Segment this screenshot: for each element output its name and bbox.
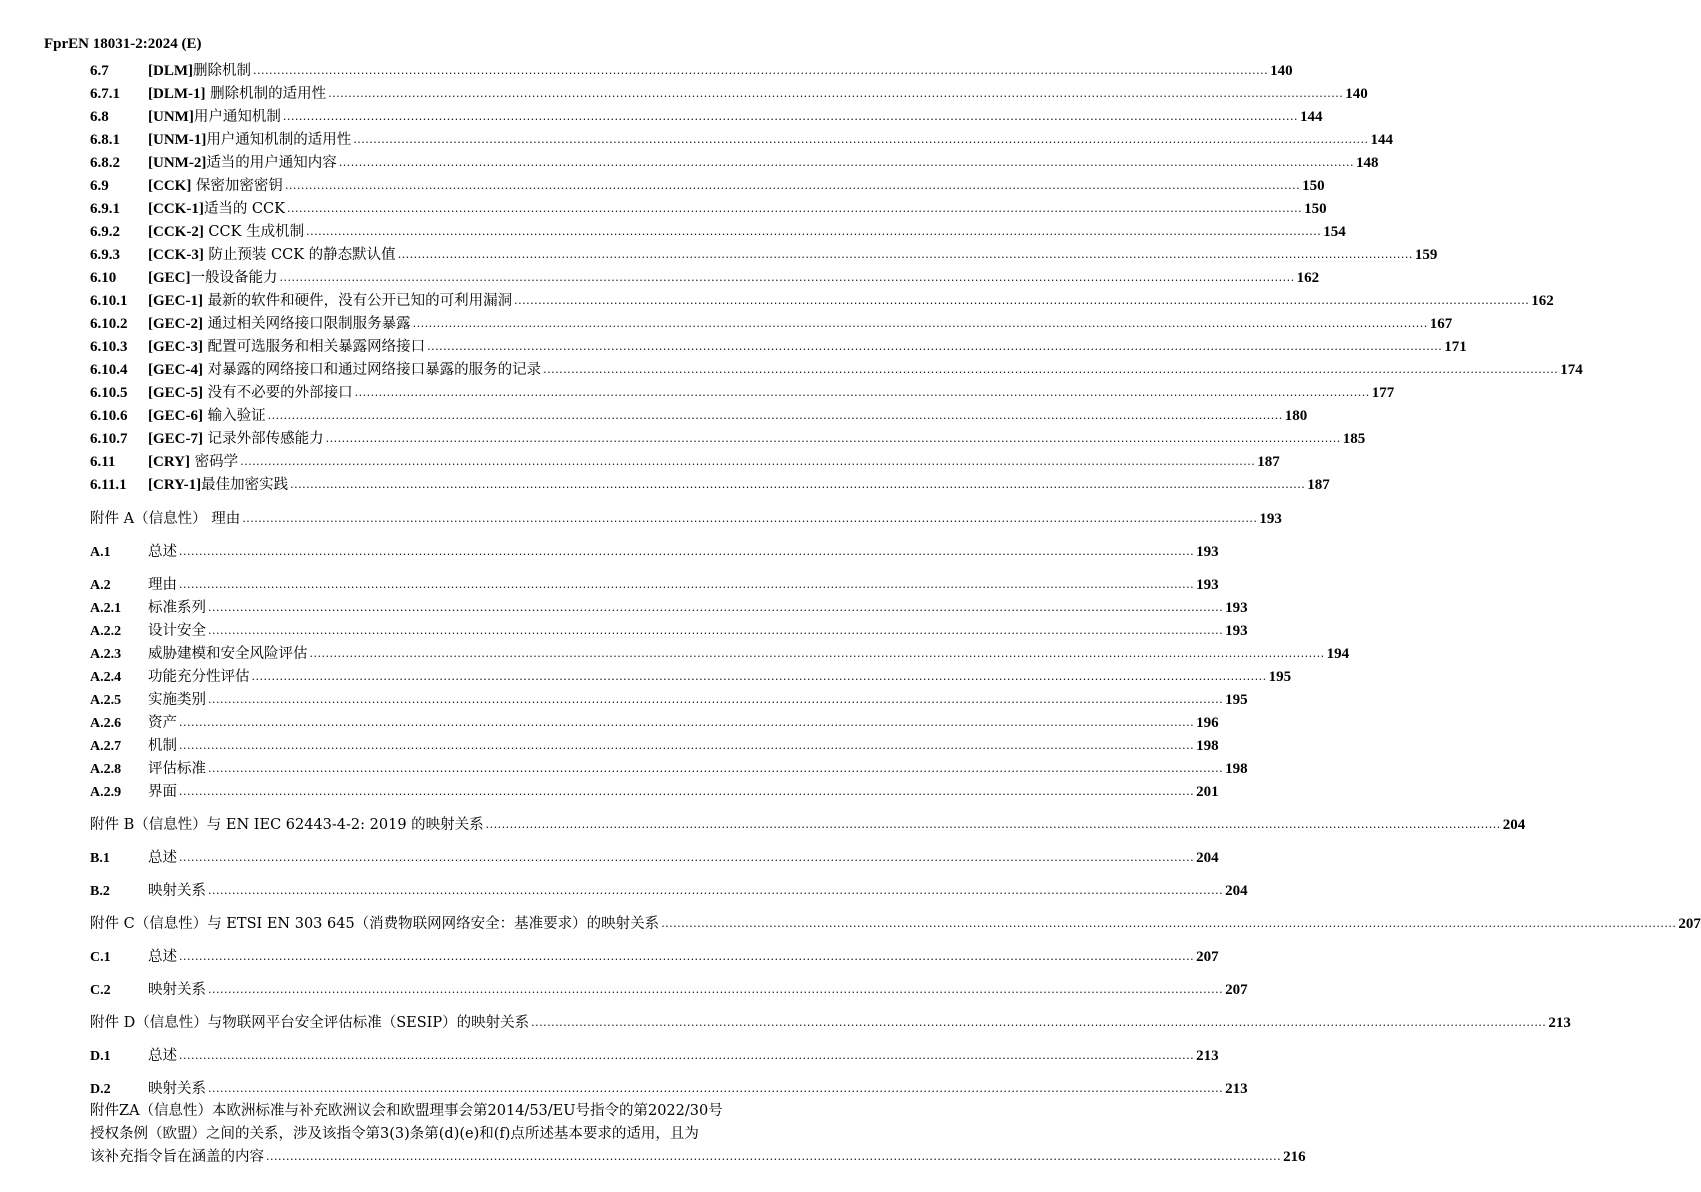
toc-entry[interactable]: [90, 666, 1292, 688]
leader-dots: [661, 913, 1676, 935]
entry-number: C.1: [90, 950, 111, 965]
toc-entry[interactable]: [90, 267, 1320, 289]
leader-dots: [326, 428, 1341, 450]
entry-number: 6.11.1: [90, 477, 127, 493]
leader-dots: [242, 508, 1257, 530]
annex-za-line-3-text: 该补充指令旨在涵盖的内容: [90, 1149, 264, 1165]
entry-number: C.2: [90, 983, 111, 998]
entry-page: 159: [1414, 247, 1438, 263]
leader-dots: [280, 267, 1295, 289]
entry-title: [GEC-1] 最新的软件和硬件，没有公开已知的可利用漏洞: [148, 293, 513, 309]
leader-dots: [179, 541, 1194, 563]
entry-number: A.2.4: [90, 670, 122, 685]
leader-dots: [427, 336, 1442, 358]
entry-title: [UNM-2]适当的用户通知内容: [148, 155, 337, 171]
entry-page: 193: [1196, 544, 1219, 560]
entry-title: 映射关系: [148, 982, 206, 998]
entry-page: 196: [1196, 715, 1219, 731]
entry-page: 162: [1531, 293, 1554, 309]
annex-title: 附件 A（信息性） 理由: [90, 511, 241, 527]
toc-entry[interactable]: [90, 244, 1438, 266]
annex-title: 附件 D（信息性）与物联网平台安全评估标准（SESIP）的映射关系: [90, 1015, 530, 1031]
toc-annex-b[interactable]: [90, 814, 1526, 836]
toc-entry[interactable]: [90, 175, 1325, 197]
entry-title: 总述: [148, 949, 177, 965]
entry-number: 6.10.1: [90, 293, 128, 309]
entry-number: 6.9.1: [90, 201, 120, 217]
leader-dots: [179, 712, 1194, 734]
entry-page: 144: [1370, 132, 1393, 148]
entry-number: 6.9: [90, 178, 109, 194]
entry-page: 193: [1196, 577, 1219, 593]
entry-number: 6.10.4: [90, 362, 128, 378]
annex-page: 207: [1678, 916, 1701, 932]
toc-entry[interactable]: [90, 643, 1350, 665]
leader-dots: [353, 129, 1368, 151]
leader-dots: [328, 83, 1343, 105]
leader-dots: [208, 620, 1223, 642]
entry-title: [UNM]用户通知机制: [148, 109, 281, 125]
leader-dots: [339, 152, 1354, 174]
annex-za-line-2: 授权条例（欧盟）之间的关系，涉及该指令第3(3)条第(d)(e)和(f)点所述基本要求的适用，且为: [90, 1126, 699, 1142]
toc-entry[interactable]: [90, 474, 1330, 496]
leader-dots: [306, 221, 1321, 243]
leader-dots: [310, 643, 1325, 665]
entry-page: 171: [1444, 339, 1467, 355]
annex-za-line-1: 附件ZA（信息性）本欧洲标准与补充欧洲议会和欧盟理事会第2014/53/EU号指令的第2022/30号: [90, 1103, 723, 1119]
leader-dots: [268, 405, 1283, 427]
leader-dots: [287, 198, 1302, 220]
entry-page: 207: [1196, 949, 1219, 965]
entry-title: [GEC-5] 没有不必要的外部接口: [148, 385, 353, 401]
leader-dots: [208, 979, 1223, 1001]
toc-annex-d[interactable]: [90, 1012, 1571, 1034]
entry-page: 167: [1429, 316, 1453, 332]
entry-number: A.1: [90, 545, 111, 560]
entry-page: 213: [1225, 1081, 1248, 1097]
annex-page: 216: [1283, 1149, 1306, 1165]
toc-entry[interactable]: [90, 290, 1554, 312]
entry-page: 204: [1225, 883, 1248, 899]
entry-number: 6.8.1: [90, 132, 120, 148]
leader-dots: [208, 597, 1223, 619]
entry-page: 162: [1296, 270, 1320, 286]
toc-entry[interactable]: [90, 574, 1219, 596]
toc-entry[interactable]: [90, 336, 1467, 358]
leader-dots: [543, 359, 1558, 381]
entry-page: 207: [1225, 982, 1248, 998]
leader-dots: [514, 290, 1529, 312]
entry-number: A.2.8: [90, 762, 122, 777]
entry-page: 140: [1345, 86, 1368, 102]
entry-title: 威胁建模和安全风险评估: [148, 646, 308, 662]
entry-title: 标准系列: [148, 600, 206, 616]
toc-annex-za[interactable]: [90, 1100, 1306, 1169]
entry-number: 6.10.3: [90, 339, 128, 355]
entry-number: 6.10.5: [90, 385, 128, 401]
entry-page: 174: [1560, 362, 1583, 378]
entry-title: 总述: [148, 544, 177, 560]
leader-dots: [290, 474, 1305, 496]
entry-title: 实施类别: [148, 692, 206, 708]
entry-title: [GEC-4] 对暴露的网络接口和通过网络接口暴露的服务的记录: [148, 362, 542, 378]
toc-entry[interactable]: [90, 979, 1248, 1001]
entry-title: [CCK] 保密加密密钥: [148, 178, 283, 194]
entry-title: [GEC-7] 记录外部传感能力: [148, 431, 324, 447]
entry-page: 194: [1326, 646, 1350, 662]
entry-title: [GEC]一般设备能力: [148, 270, 278, 286]
entry-number: 6.9.2: [90, 224, 120, 240]
entry-number: A.2.5: [90, 693, 122, 708]
entry-page: 140: [1270, 63, 1293, 79]
entry-title: 机制: [148, 738, 177, 754]
entry-number: A.2.1: [90, 601, 122, 616]
entry-title: [DLM-1] 删除机制的适用性: [148, 86, 327, 102]
toc-entry[interactable]: [90, 781, 1219, 803]
entry-number: 6.10.2: [90, 316, 128, 332]
leader-dots: [179, 847, 1194, 869]
toc-entry[interactable]: [90, 620, 1248, 642]
toc-entry[interactable]: [90, 597, 1248, 619]
entry-title: 理由: [148, 577, 177, 593]
entry-page: 201: [1196, 784, 1219, 800]
annex-title: 附件 B（信息性）与 EN IEC 62443-4-2: 2019 的映射关系: [90, 817, 484, 833]
toc-entry[interactable]: [90, 1045, 1219, 1067]
leader-dots: [285, 175, 1300, 197]
entry-number: D.1: [90, 1049, 111, 1064]
entry-title: 总述: [148, 850, 177, 866]
entry-number: 6.10.6: [90, 408, 128, 424]
entry-page: 198: [1196, 738, 1219, 754]
toc-annex-a[interactable]: [90, 508, 1282, 530]
leader-dots: [208, 1078, 1223, 1100]
leader-dots: [266, 1145, 1281, 1168]
leader-dots: [179, 735, 1194, 757]
entry-number: 6.9.3: [90, 247, 120, 263]
toc-entry[interactable]: [90, 1078, 1248, 1100]
entry-title: [GEC-3] 配置可选服务和相关暴露网络接口: [148, 339, 426, 355]
leader-dots: [486, 814, 1501, 836]
entry-number: A.2: [90, 578, 111, 593]
entry-title: [GEC-2] 通过相关网络接口限制服务暴露: [148, 316, 411, 332]
leader-dots: [208, 689, 1223, 711]
entry-page: 144: [1299, 109, 1323, 125]
entry-title: [DLM]删除机制: [148, 63, 251, 79]
toc-entry[interactable]: [90, 451, 1280, 473]
entry-title: [CCK-1]适当的 CCK: [148, 201, 285, 217]
toc-entry[interactable]: [90, 129, 1393, 151]
leader-dots: [252, 666, 1267, 688]
entry-number: A.2.7: [90, 739, 122, 754]
leader-dots: [208, 758, 1223, 780]
entry-number: 6.11: [90, 454, 116, 470]
entry-title: [UNM-1]用户通知机制的适用性: [148, 132, 352, 148]
toc-entry[interactable]: [90, 758, 1248, 780]
entry-page: 154: [1323, 224, 1346, 240]
leader-dots: [253, 60, 1268, 82]
entry-title: 设计安全: [148, 623, 206, 639]
entry-title: [CRY] 密码学: [148, 454, 239, 470]
toc-entry[interactable]: [90, 198, 1327, 220]
document-header: FprEN 18031-2:2024 (E): [44, 36, 202, 52]
entry-number: A.2.3: [90, 647, 122, 662]
toc-entry[interactable]: [90, 689, 1248, 711]
entry-number: 6.10.7: [90, 431, 128, 447]
toc-annex-c[interactable]: [90, 913, 1701, 935]
toc-entry[interactable]: [90, 880, 1248, 902]
entry-number: A.2.9: [90, 785, 122, 800]
leader-dots: [179, 781, 1194, 803]
entry-number: 6.10: [90, 270, 117, 286]
toc-entry[interactable]: [90, 359, 1583, 381]
entry-title: [CRY-1]最佳加密实践: [148, 477, 289, 493]
entry-page: 193: [1225, 600, 1248, 616]
leader-dots: [283, 106, 1298, 128]
toc-entry[interactable]: [90, 313, 1453, 335]
toc-entry[interactable]: [90, 83, 1368, 105]
annex-title: 附件 C（信息性）与 ETSI EN 303 645（消费物联网网络安全：基准要求）的映射关系: [90, 916, 660, 932]
entry-page: 177: [1371, 385, 1395, 401]
entry-title: 资产: [148, 715, 177, 731]
entry-page: 187: [1257, 454, 1280, 470]
entry-page: 185: [1342, 431, 1366, 447]
toc-entry[interactable]: [90, 382, 1395, 404]
entry-page: 150: [1302, 178, 1325, 194]
leader-dots: [531, 1012, 1546, 1034]
entry-title: 界面: [148, 784, 177, 800]
entry-number: B.2: [90, 884, 110, 899]
entry-page: 150: [1304, 201, 1327, 217]
toc-entry[interactable]: [90, 221, 1346, 243]
toc-entry[interactable]: [90, 60, 1293, 82]
entry-number: D.2: [90, 1082, 111, 1097]
leader-dots: [413, 313, 1428, 335]
toc-entry[interactable]: [90, 405, 1308, 427]
annex-page: 204: [1502, 817, 1526, 833]
entry-number: B.1: [90, 851, 110, 866]
leader-dots: [355, 382, 1370, 404]
entry-title: [CCK-3] 防止预装 CCK 的静态默认值: [148, 247, 396, 263]
leader-dots: [179, 1045, 1194, 1067]
leader-dots: [179, 574, 1194, 596]
entry-number: 6.8: [90, 109, 109, 125]
entry-number: 6.7: [90, 63, 109, 79]
entry-title: 评估标准: [148, 761, 206, 777]
entry-page: 148: [1355, 155, 1379, 171]
entry-title: [CCK-2] CCK 生成机制: [148, 224, 305, 240]
toc-entry[interactable]: [90, 106, 1323, 128]
entry-number: 6.7.1: [90, 86, 120, 102]
entry-page: 198: [1225, 761, 1248, 777]
entry-title: 映射关系: [148, 883, 206, 899]
toc-entry[interactable]: [90, 847, 1219, 869]
entry-page: 213: [1196, 1048, 1219, 1064]
leader-dots: [398, 244, 1413, 266]
entry-number: 6.8.2: [90, 155, 120, 171]
toc-entry[interactable]: [90, 946, 1219, 968]
toc-entry[interactable]: [90, 541, 1219, 563]
entry-page: 193: [1225, 623, 1248, 639]
annex-page: 213: [1548, 1015, 1571, 1031]
toc-entry[interactable]: [90, 152, 1379, 174]
entry-page: 195: [1225, 692, 1248, 708]
entry-title: 功能充分性评估: [148, 669, 250, 685]
entry-page: 204: [1196, 850, 1219, 866]
leader-dots: [240, 451, 1255, 473]
entry-page: 187: [1307, 477, 1330, 493]
leader-dots: [208, 880, 1223, 902]
entry-number: A.2.6: [90, 716, 122, 731]
entry-page: 180: [1284, 408, 1308, 424]
annex-za-line-3: [90, 1146, 1306, 1169]
entry-title: [GEC-6] 输入验证: [148, 408, 266, 424]
toc-entry[interactable]: [90, 735, 1219, 757]
entry-page: 195: [1268, 669, 1292, 685]
leader-dots: [179, 946, 1194, 968]
toc-entry[interactable]: [90, 428, 1366, 450]
entry-title: 映射关系: [148, 1081, 206, 1097]
toc-entry[interactable]: [90, 712, 1219, 734]
entry-number: A.2.2: [90, 624, 122, 639]
annex-page: 193: [1259, 511, 1282, 527]
entry-title: 总述: [148, 1048, 177, 1064]
